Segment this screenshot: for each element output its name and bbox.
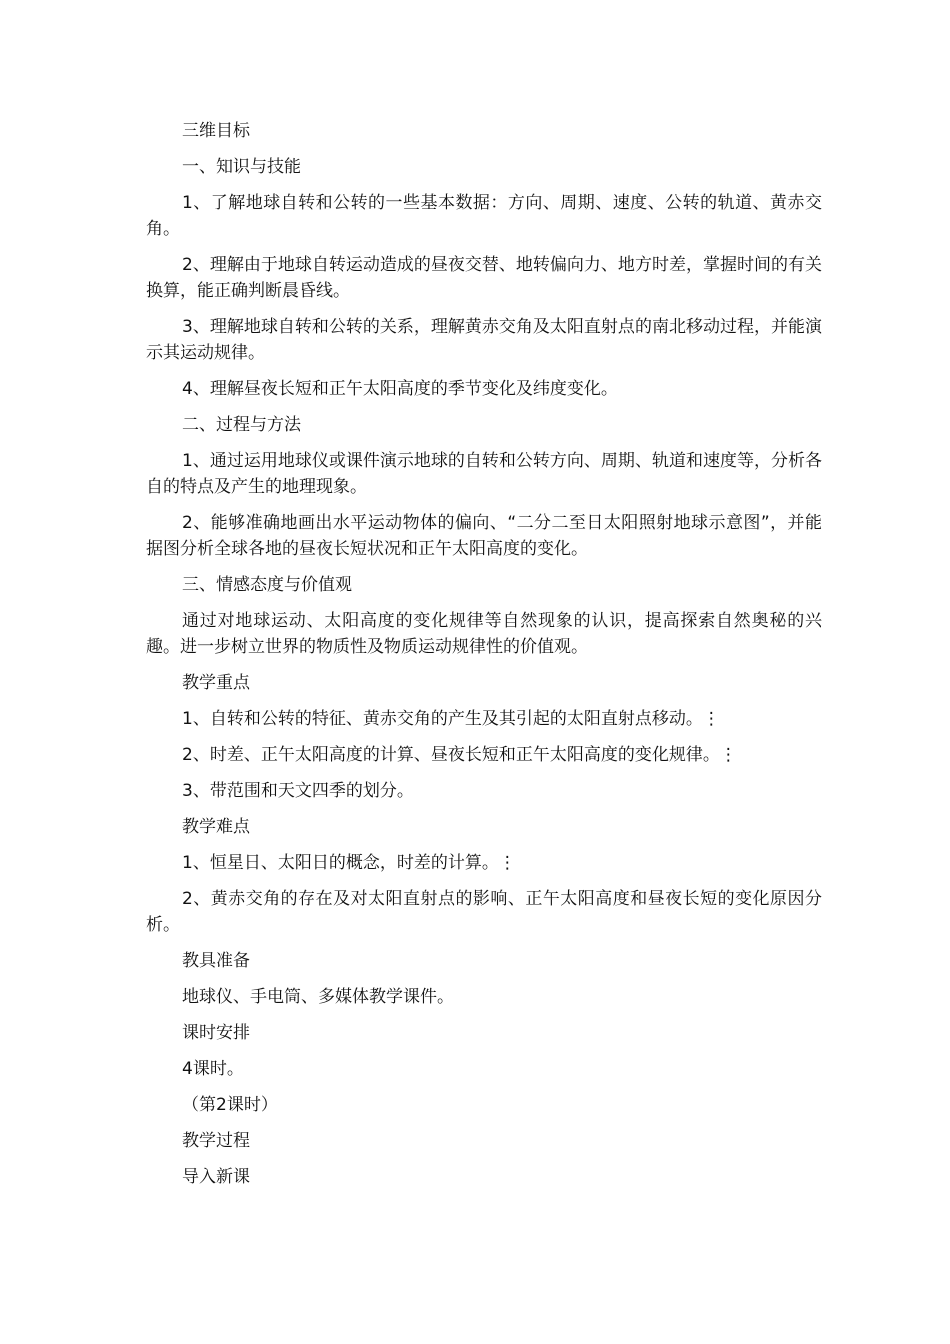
heading-teaching-difficulties: 教学难点 (182, 817, 250, 837)
difficulty-item-2: 2、黄赤交角的存在及对太阳直射点的影响、正午太阳高度和昼夜长短的变化原因分析。 (146, 889, 822, 935)
knowledge-item-1: 1、了解地球自转和公转的一些基本数据：方向、周期、速度、公转的轨道、黄赤交角。 (146, 193, 822, 239)
teaching-aids-text: 地球仪、手电筒、多媒体教学课件。 (182, 987, 454, 1007)
heading-emotion-values: 三、情感态度与价值观 (182, 575, 352, 595)
process-item-2: 2、能够准确地画出水平运动物体的偏向、“二分二至日太阳照射地球示意图”，并能据图分析全球各地的昼夜长短状况和正午太阳高度的变化。 (146, 513, 822, 559)
heading-knowledge-skills: 一、知识与技能 (182, 157, 301, 177)
class-schedule-text: 4课时。 (182, 1059, 244, 1079)
heading-class-schedule: 课时安排 (182, 1023, 250, 1043)
lesson-number: （第2课时） (182, 1095, 278, 1115)
heading-new-lesson-intro: 导入新课 (182, 1167, 250, 1187)
process-item-1: 1、通过运用地球仪或课件演示地球的自转和公转方向、周期、轨道和速度等，分析各自的特点及产生的地理现象。 (146, 451, 822, 497)
knowledge-item-4: 4、理解昼夜长短和正午太阳高度的季节变化及纬度变化。 (182, 379, 618, 399)
heading-teaching-focus: 教学重点 (182, 673, 250, 693)
heading-process-methods: 二、过程与方法 (182, 415, 301, 435)
heading-teaching-process: 教学过程 (182, 1131, 250, 1151)
emotion-values-text: 通过对地球运动、太阳高度的变化规律等自然现象的认识，提高探索自然奥秘的兴趣。进一步树立世界的物质性及物质运动规律性的价值观。 (146, 611, 822, 657)
knowledge-item-2: 2、理解由于地球自转运动造成的昼夜交替、地转偏向力、地方时差，掌握时间的有关换算，能正确判断晨昏线。 (146, 255, 822, 301)
focus-item-1: 1、自转和公转的特征、黄赤交角的产生及其引起的太阳直射点移动。⋮ (182, 709, 720, 729)
document-body (146, 118, 822, 1200)
heading-three-dimensional-goals: 三维目标 (182, 121, 250, 141)
heading-teaching-aids: 教具准备 (182, 951, 250, 971)
focus-item-2: 2、时差、正午太阳高度的计算、昼夜长短和正午太阳高度的变化规律。⋮ (182, 745, 737, 765)
difficulty-item-1: 1、恒星日、太阳日的概念，时差的计算。⋮ (182, 853, 516, 873)
focus-item-3: 3、带范围和天文四季的划分。 (182, 781, 414, 801)
knowledge-item-3: 3、理解地球自转和公转的关系，理解黄赤交角及太阳直射点的南北移动过程，并能演示其运动规律。 (146, 317, 822, 363)
